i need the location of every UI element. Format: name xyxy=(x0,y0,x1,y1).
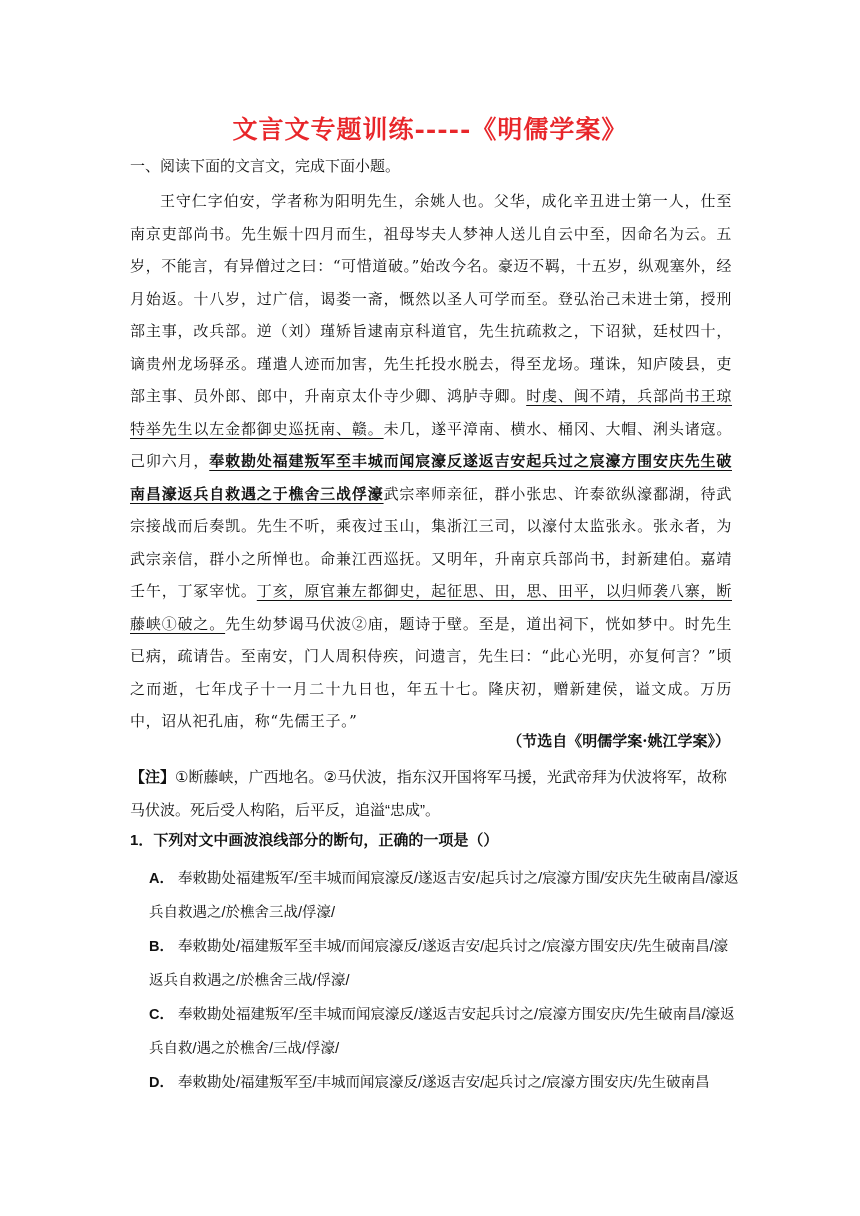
passage-text-2: 未几，遂平漳南、横水、桶冈、大帽、浰头诸寇。己卯六月， xyxy=(130,419,732,470)
underlined-sentence-1: 时虔、闽不靖，兵部尚书王琼特举先生以左金都御史巡抚南、赣。 xyxy=(130,387,732,438)
document-title: 文言文专题训练-----《明儒学案》 xyxy=(232,115,628,144)
option-text: 奉敕勘处/福建叛军至丰城/而闻宸濠反/遂返吉安/起兵讨之/宸濠方围安庆/先生破南昌/濠返兵自救遇之/於樵舍三战/俘濠/ xyxy=(149,939,729,989)
section-heading: 一、阅读下面的文言文，完成下面小题。 xyxy=(130,157,401,175)
passage-source: （节选自《明儒学案·姚江学案》） xyxy=(507,732,730,750)
footnote-text: ①断藤峡，广西地名。②马伏波，指东汉开国将军马援，光武帝拜为伏波将军，故称马伏波。死后受人构陷，后平反，追溢“忠成”。 xyxy=(130,769,727,819)
passage-text-3: 武宗率师亲征，群小张忠、许泰欲纵濠鄱湖，待武宗接战而后奏凯。先生不听，乘夜过玉山，集浙江三司，以濠付太监张永。张永者，为武宗亲信，群小之所惮也。命兼江西巡抚。又明年，升南京兵部尚书，封新建伯。嘉靖壬午，丁冢宰忧。 xyxy=(130,484,732,600)
passage-text-1: 王守仁字伯安，学者称为阳明先生，余姚人也。父华，成化辛丑进士第一人，仕至南京吏部尚书。先生娠十四月而生，祖母岑夫人梦神人送儿自云中至，因命名为云。五岁，不能言，有异僧过之曰：“可惜道破。”始改今名。豪迈不羁，十五岁，纵观塞外，经月始返。十八岁，过广信，谒娄一斋，慨然以圣人可学而至。登弘治己未进士第，授刑部主事，改兵部。逆（刘）瑾矫旨逮南京科道官，先生抗疏救之，下诏狱，廷杖四十，谪贵州龙场驿丞。瑾遣人迹而加害，先生托投水脱去，得至龙场。瑾诛，知庐陵县，吏部主事、员外郎、郎中，升南京太仆寺少卿、鸿胪寺卿。 xyxy=(130,192,732,405)
option-d xyxy=(149,1066,739,1100)
option-b xyxy=(149,930,739,998)
classical-passage xyxy=(130,185,732,738)
option-c xyxy=(149,998,739,1066)
option-text: 奉敕勘处福建叛军/至丰城而闻宸濠反/遂返吉安/起兵讨之/宸濠方围/安庆先生破南昌/濠返兵自救遇之/於樵舍三战/俘濠/ xyxy=(149,871,739,921)
option-letter: A． xyxy=(149,871,174,887)
question-1: 1．下列对文中画波浪线部分的断句，正确的一项是（） xyxy=(130,832,499,849)
footnote-label: 【注】 xyxy=(130,769,176,786)
option-letter: C． xyxy=(149,1007,174,1023)
option-letter: B． xyxy=(149,939,174,955)
passage-paragraph xyxy=(130,185,732,738)
footnote xyxy=(130,761,730,827)
answer-options xyxy=(149,862,739,1100)
option-letter: D． xyxy=(149,1075,174,1091)
option-a xyxy=(149,862,739,930)
wavy-underlined-sentence: 奉敕勘处福建叛军至丰城而闻宸濠反遂返吉安起兵过之宸濠方围安庆先生破南昌濠返兵自救遇之于樵舍三战俘濠 xyxy=(130,452,732,503)
passage-text-4: 先生幼梦谒马伏波②庙，题诗于壁。至是，道出祠下，恍如梦中。时先生已病，疏请告。至南安，门人周积侍疾，问遗言，先生曰：“此心光明，亦复何言？”顷之而逝，七年戊子十一月二十九日也，年五十七。隆庆初，赠新建侯，谥文成。万历中，诏从祀孔庙，称“先儒王子。” xyxy=(130,614,732,730)
underlined-sentence-2: 丁亥，原官兼左都御史，起征思、田，思、田平，以归师袭八寨，断藤峡①破之。 xyxy=(130,582,732,633)
option-text: 奉敕勘处福建叛军/至丰城而闻宸濠反/遂返吉安起兵讨之/宸濠方围安庆/先生破南昌/濠返兵自救/遇之於樵舍/三战/俘濠/ xyxy=(149,1007,735,1057)
option-text: 奉敕勘处/福建叛军至/丰城而闻宸濠反/遂返吉安/起兵讨之/宸濠方围安庆/先生破南昌 xyxy=(177,1075,710,1091)
